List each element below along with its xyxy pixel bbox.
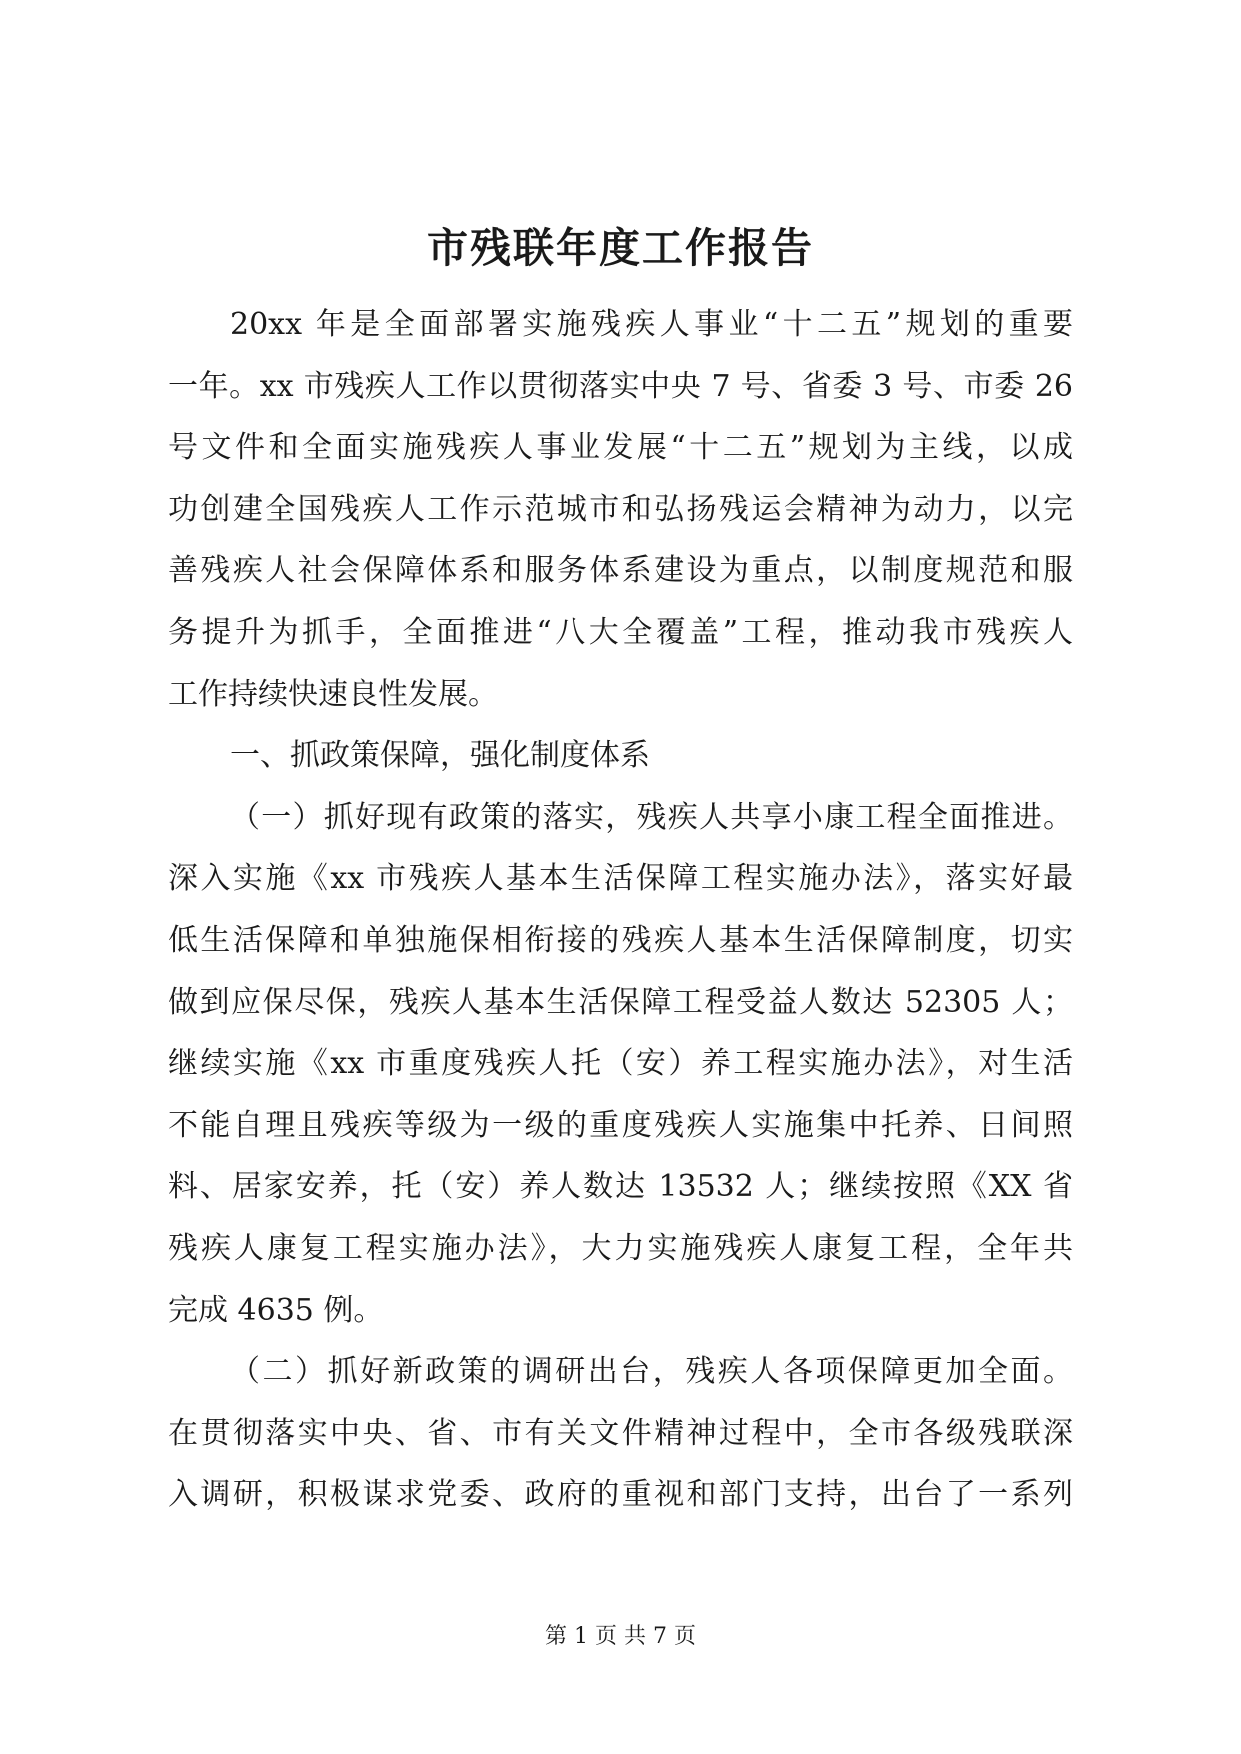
body-line: 一年。xx 市残疾人工作以贯彻落实中央 7 号、省委 3 号、市委 26 [168, 368, 1073, 404]
page-number: 第 1 页 共 7 页 [545, 1624, 696, 1649]
body-line: 功创建全国残疾人工作示范城市和弘扬残运会精神为动力，以完 [168, 491, 1073, 527]
body-line: 低生活保障和单独施保相衔接的残疾人基本生活保障制度，切实 [168, 922, 1073, 958]
body-line: 工作持续快速良性发展。 [168, 676, 498, 712]
body-line: 继续实施《xx 市重度残疾人托（安）养工程实施办法》，对生活 [168, 1046, 1073, 1082]
body-line: 不能自理且残疾等级为一级的重度残疾人实施集中托养、日间照 [168, 1107, 1073, 1143]
subsection-heading: （一）抓好现有政策的落实，残疾人共享小康工程全面推进。 [230, 799, 1073, 835]
section-heading: 一、抓政策保障，强化制度体系 [230, 738, 650, 774]
document-title: 市残联年度工作报告 [427, 224, 814, 272]
body-line: 入调研，积极谋求党委、政府的重视和部门支持，出台了一系列 [168, 1477, 1073, 1513]
body-line: 号文件和全面实施残疾人事业发展“十二五”规划为主线，以成 [168, 430, 1073, 466]
body-line: 残疾人康复工程实施办法》，大力实施残疾人康复工程，全年共 [168, 1230, 1073, 1266]
body-line: 料、居家安养，托（安）养人数达 13532 人；继续按照《XX 省 [168, 1169, 1073, 1205]
body-line: 做到应保尽保，残疾人基本生活保障工程受益人数达 52305 人； [168, 984, 1073, 1020]
body-line: 在贯彻落实中央、省、市有关文件精神过程中，全市各级残联深 [168, 1415, 1073, 1451]
body-line: 完成 4635 例。 [168, 1292, 384, 1328]
document-body [168, 294, 1073, 1526]
body-line: 务提升为抓手，全面推进“八大全覆盖”工程，推动我市残疾人 [168, 614, 1073, 650]
body-line: 20xx 年是全面部署实施残疾人事业“十二五”规划的重要 [230, 307, 1073, 342]
body-line: 善残疾人社会保障体系和服务体系建设为重点，以制度规范和服 [168, 553, 1073, 589]
body-line: 深入实施《xx 市残疾人基本生活保障工程实施办法》，落实好最 [168, 861, 1073, 897]
subsection-heading: （二）抓好新政策的调研出台，残疾人各项保障更加全面。 [230, 1354, 1073, 1390]
